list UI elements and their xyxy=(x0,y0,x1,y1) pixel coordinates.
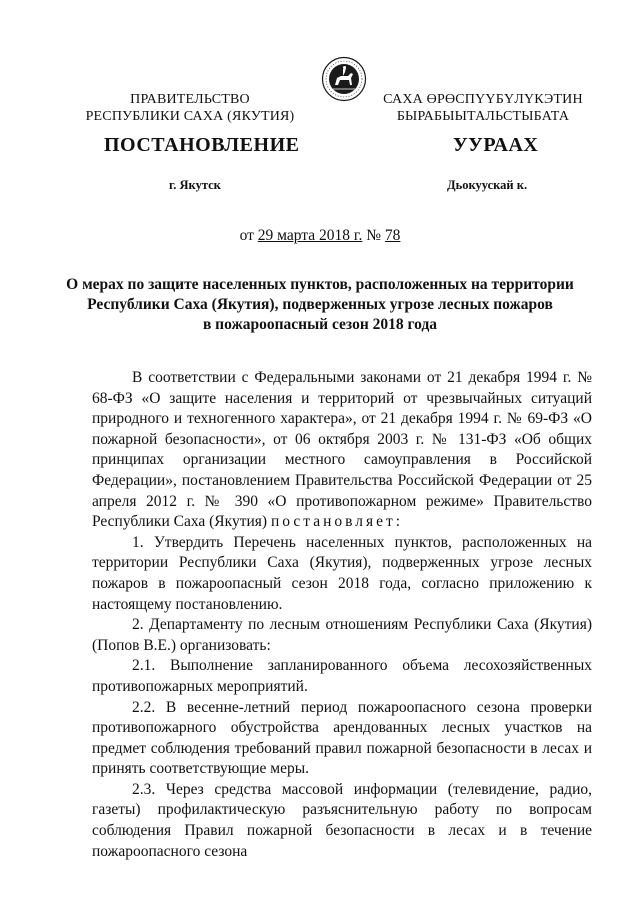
decree-title xyxy=(60,275,580,335)
title-line2: Республики Саха (Якутия), подверженных угрозе лесных пожаров xyxy=(87,296,553,313)
decree-word: постановляет: xyxy=(270,513,404,531)
government-name-sah xyxy=(378,91,588,125)
date-prefix: от xyxy=(239,227,258,244)
government-line2: РЕСПУБЛИКИ САХА (ЯКУТИЯ) xyxy=(85,109,295,124)
doc-type-sah: УУРААХ xyxy=(453,134,539,156)
decree-body xyxy=(92,368,592,862)
paragraph-2-3: 2.3. Через средства массовой информации (телевидение, радио, газеты) профилактическую разъяснительную работу по вопросам соблюдения Правил пожарной безопасности в лесах и в течение пожароопасного сезона xyxy=(92,780,592,860)
government-sah-line2: БЫРАБЫЫТАЛЬСТЫБАТА xyxy=(396,109,570,124)
paragraph-2-1: 2.1. Выполнение запланированного объема лесохозяйственных противопожарных мероприятий. xyxy=(92,657,592,695)
paragraph-2: 2. Департаменту по лесным отношениям Республики Саха (Якутия) (Попов В.Е.) организовать: xyxy=(92,616,592,654)
government-line1: ПРАВИТЕЛЬСТВО xyxy=(130,92,250,107)
decree-number: 78 xyxy=(384,227,401,244)
paragraph-1: 1. Утвердить Перечень населенных пунктов, расположенных на территории Республики Саха (Якутия), подверженных угрозе лесных пожаров в пожароопасный сезон 2018 года, согласно приложению к настоящему постановлению. xyxy=(92,533,592,613)
city-ru: г. Якутск xyxy=(169,178,221,192)
coat-of-arms-icon xyxy=(321,56,367,102)
doc-type-ru: ПОСТАНОВЛЕНИЕ xyxy=(104,134,300,156)
title-line1: О мерах по защите населенных пунктов, расположенных на территории xyxy=(66,276,574,293)
intro-text: В соответствии с Федеральными законами от 21 декабря 1994 г. № 68-ФЗ «О защите населения и территорий от чрезвычайных ситуаций природного и техногенного характера», от 21 декабря 1994 г. № 69-ФЗ «О пожарной безопасности», от 06 октября 2003 г. № 131-ФЗ «Об общих принципах организации местного самоуправления в Российской Федерации», постановлением Правительства Российской Федерации от 25 апреля 2012 г. № 390 «О противопожарном режиме» Правительство Республики Саха (Якутия) xyxy=(92,369,592,531)
decree-date-number xyxy=(0,227,640,245)
intro-paragraph xyxy=(92,368,592,533)
number-prefix: № xyxy=(362,227,385,244)
title-line3: в пожароопасный сезон 2018 года xyxy=(202,316,438,333)
paragraph-2-2: 2.2. В весенне-летний период пожароопасного сезона проверки противопожарного обустройства арендованных лесных участков на предмет соблюдения требований правил пожарной безопасности в лесах и принять соответствующие меры. xyxy=(92,698,592,778)
city-sah: Дьокуускай к. xyxy=(447,178,528,192)
government-name-ru xyxy=(70,91,310,125)
decree-date: 29 марта 2018 г. xyxy=(257,227,363,244)
government-sah-line1: САХА ӨРӨСПҮҮБҮЛҮКЭТИН xyxy=(383,92,583,107)
